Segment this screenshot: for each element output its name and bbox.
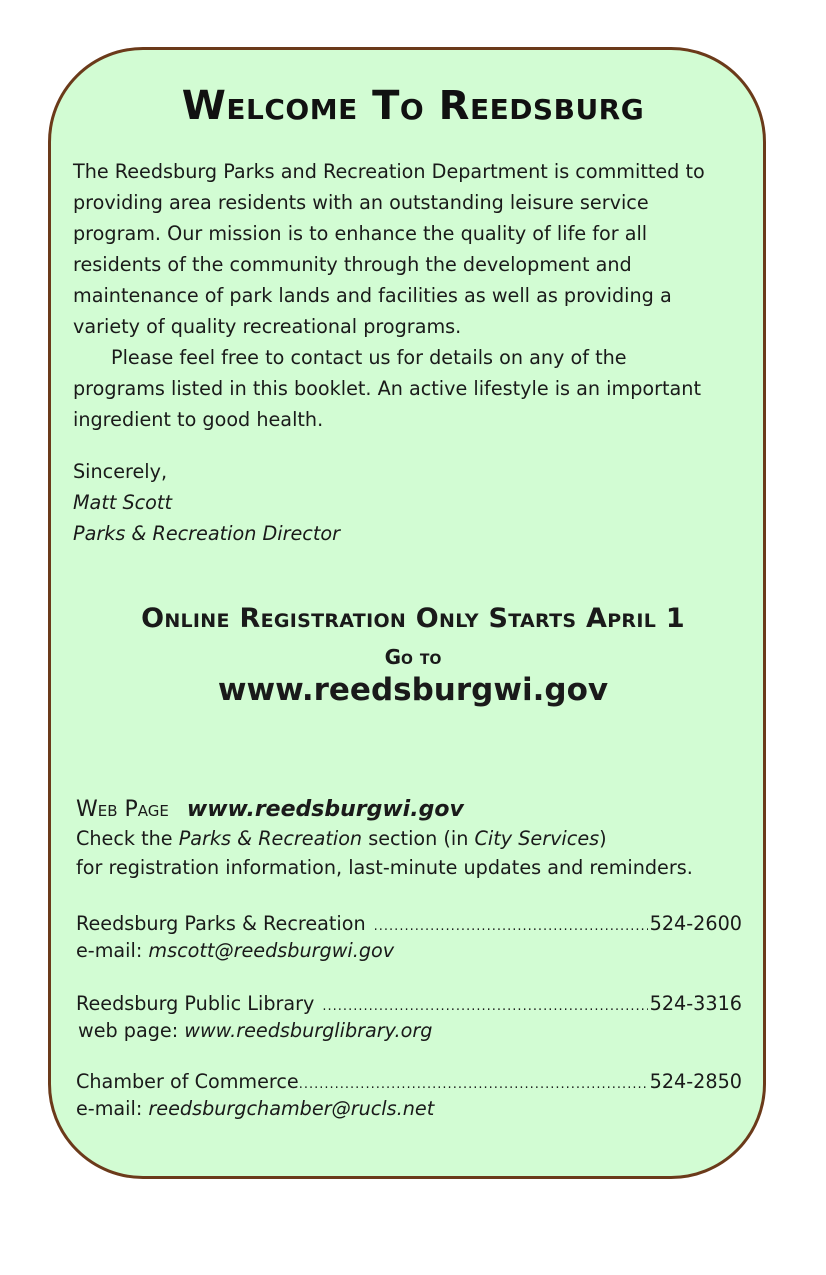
- contact-name: Reedsburg Public Library: [76, 992, 315, 1015]
- contact-phone: 524-3316: [649, 992, 742, 1015]
- web-page-heading: [76, 795, 756, 824]
- web-page-line-1: [76, 824, 756, 853]
- contact-detail-label: web page:: [78, 1019, 185, 1042]
- contact-detail-label: e-mail:: [76, 1097, 149, 1120]
- web-page-url-link[interactable]: www.reedsburgwi.gov: [186, 797, 464, 822]
- contact-phone: 524-2850: [649, 1070, 742, 1093]
- city-services-emphasis: City Services: [474, 827, 600, 850]
- registration-go-to: Go to: [384, 645, 442, 669]
- web-page-section: [76, 795, 756, 882]
- contact-chamber-of-commerce: [76, 1068, 742, 1122]
- contact-detail-label: e-mail:: [76, 939, 149, 962]
- contact-email-link[interactable]: mscott@reedsburgwi.gov: [148, 939, 395, 962]
- signature-closing: Sincerely,: [73, 460, 168, 483]
- dot-leader: [374, 920, 648, 933]
- parks-recreation-emphasis: Parks & Recreation: [178, 827, 363, 850]
- contact-row: [76, 990, 742, 1017]
- web-page-line-1-prefix: Check the: [76, 827, 179, 850]
- contact-row: [76, 1068, 742, 1095]
- contact-detail: [76, 1095, 742, 1122]
- contact-name: Chamber of Commerce: [76, 1070, 299, 1093]
- contact-web-link[interactable]: www.reedsburglibrary.org: [184, 1019, 433, 1042]
- contact-name: Reedsburg Parks & Recreation: [76, 912, 366, 935]
- page-title: Welcome To Reedsburg: [181, 83, 645, 129]
- contact-detail: [76, 937, 742, 964]
- web-page-line-2: for registration information, last-minute updates and reminders.: [76, 856, 693, 879]
- signature-block: [73, 456, 340, 549]
- contact-row: [76, 910, 742, 937]
- intro-paragraph-2: Please feel free to contact us for details on any of the programs listed in this booklet. An active lifestyle is an important ingredient to good health.: [73, 346, 701, 431]
- dot-leader: [322, 1000, 647, 1013]
- contact-detail: [76, 1017, 742, 1044]
- intro-paragraph-1: The Reedsburg Parks and Recreation Department is committed to providing area residents with an outstanding leisure service program. Our mission is to enhance the quality of life for all residents of the community through the development and maintenance of park lands and facilities as well as providing a variety of quality recreational programs.: [73, 160, 705, 338]
- signature-name: Matt Scott: [73, 491, 172, 514]
- web-page-line-1-middle: section (in: [362, 827, 475, 850]
- web-page-line-1-suffix: ): [599, 827, 607, 850]
- contact-phone: 524-2600: [649, 912, 742, 935]
- web-page-label: Web Page: [76, 797, 169, 822]
- intro-text: [73, 156, 718, 435]
- contact-parks-recreation: [76, 910, 742, 964]
- contact-public-library: [76, 990, 742, 1044]
- registration-heading: Online Registration Only Starts April 1: [141, 603, 685, 634]
- registration-url-link[interactable]: www.reedsburgwi.gov: [217, 672, 609, 708]
- contact-email-link[interactable]: reedsburgchamber@rucls.net: [148, 1097, 435, 1120]
- signature-title: Parks & Recreation Director: [73, 522, 340, 545]
- dot-leader: [299, 1078, 648, 1091]
